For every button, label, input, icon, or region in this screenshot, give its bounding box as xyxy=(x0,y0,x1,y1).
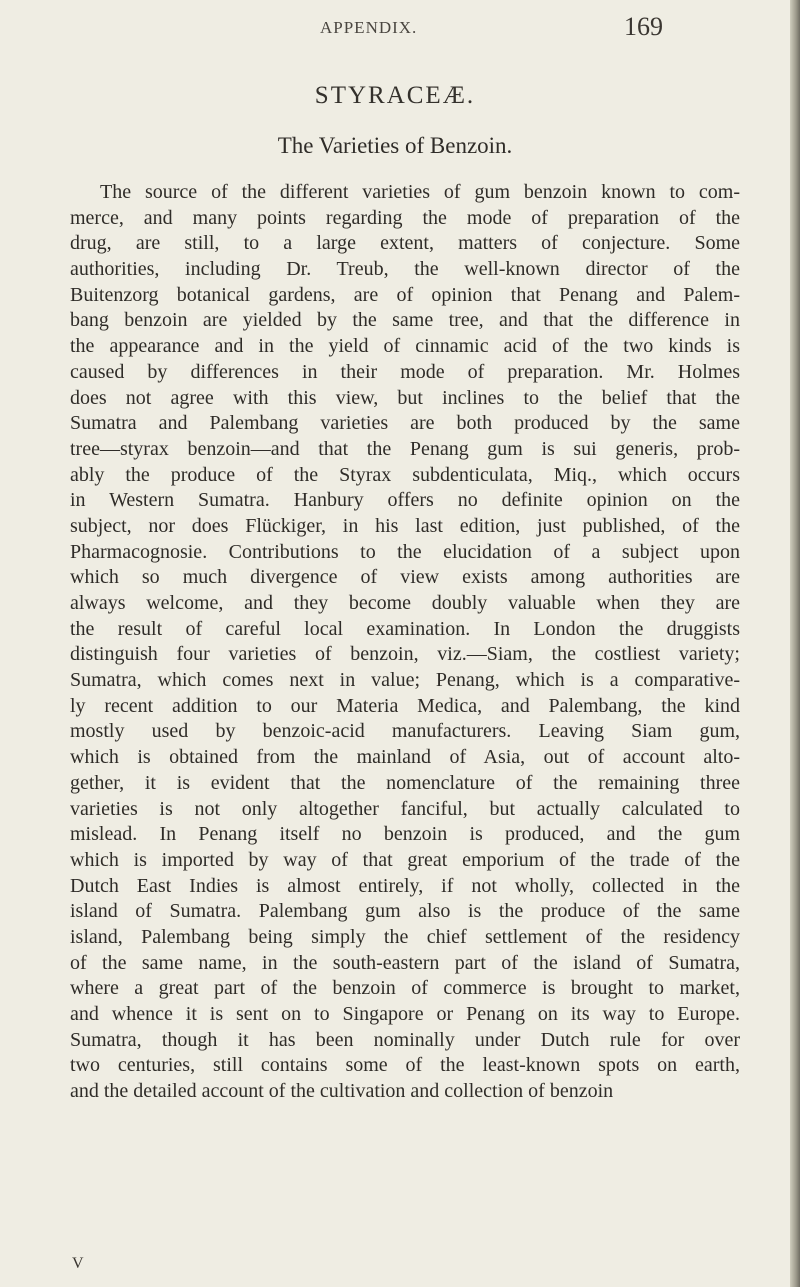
text-line: always welcome, and they become doubly valuable when they are xyxy=(70,592,740,614)
section-title: STYRACEÆ. xyxy=(314,82,476,109)
text-line: The source of the different varieties of gum benzoin known to com- xyxy=(100,181,740,203)
text-line: caused by differences in their mode of preparation. Mr. Holmes xyxy=(70,360,740,383)
text-line: Sumatra and Palembang varieties are both produced by the same xyxy=(70,412,740,435)
text-line: where a great part of the benzoin of commerce is brought to market, xyxy=(70,977,740,1000)
text-line: authorities, including Dr. Treub, the well-known director of the xyxy=(70,258,740,281)
body-paragraph xyxy=(70,180,740,1105)
text-line: Pharmacognosie. Contributions to the elucidation of a subject upon xyxy=(70,540,740,563)
text-line: and whence it is sent on to Singapore or Penang on its way to Europe. xyxy=(70,1003,740,1025)
text-line: Buitenzorg botanical gardens, are of opinion that Penang and Palem- xyxy=(70,283,740,306)
text-line: Dutch East Indies is almost entirely, if not wholly, collected in the xyxy=(70,874,740,897)
page-number: 169 xyxy=(624,12,663,41)
text-line: Sumatra, though it has been nominally under Dutch rule for over xyxy=(70,1028,740,1051)
text-line: two centuries, still contains some of the least-known spots on earth, xyxy=(70,1054,740,1077)
text-line: island, Palembang being simply the chief settlement of the residency xyxy=(70,925,740,948)
text-line: ably the produce of the Styrax subdenticulata, Miq., which occurs xyxy=(70,463,740,486)
text-line: and the detailed account of the cultivation and collection of benzoin xyxy=(70,1080,614,1103)
text-line: Sumatra, which comes next in value; Penang, which is a comparative- xyxy=(70,669,740,692)
text-line: tree—styrax benzoin—and that the Penang gum is sui generis, prob- xyxy=(70,437,740,460)
article-subtitle: The Varieties of Benzoin. xyxy=(277,133,513,158)
text-line: varieties is not only altogether fanciful, but actually calculated to xyxy=(70,797,740,820)
text-line: in Western Sumatra. Hanbury offers no definite opinion on the xyxy=(70,489,740,512)
text-line: of the same name, in the south-eastern part of the island of Sumatra, xyxy=(70,951,740,974)
text-line: which is obtained from the mainland of Asia, out of account alto- xyxy=(70,746,740,769)
text-line: subject, nor does Flückiger, in his last edition, just published, of the xyxy=(70,514,740,537)
text-line: ly recent addition to our Materia Medica, and Palembang, the kind xyxy=(70,694,740,717)
text-line: which so much divergence of view exists among authorities are xyxy=(70,566,740,589)
running-head-title: APPENDIX. xyxy=(320,18,418,37)
text-line: merce, and many points regarding the mode of preparation of the xyxy=(70,206,740,229)
text-line: does not agree with this view, but inclines to the belief that the xyxy=(70,386,740,409)
text-line: gether, it is evident that the nomenclature of the remaining three xyxy=(70,771,740,794)
text-line: distinguish four varieties of benzoin, viz.—Siam, the costliest variety; xyxy=(70,643,740,666)
text-line: mostly used by benzoic-acid manufacturers. Leaving Siam gum, xyxy=(70,720,740,743)
book-spine-shadow xyxy=(790,0,800,1287)
text-line: which is imported by way of that great emporium of the trade of the xyxy=(70,848,740,871)
signature-mark: V xyxy=(72,1255,84,1272)
text-line: bang benzoin are yielded by the same tree, and that the difference in xyxy=(70,309,740,332)
text-line: mislead. In Penang itself no benzoin is produced, and the gum xyxy=(70,823,740,846)
text-line: island of Sumatra. Palembang gum also is the produce of the same xyxy=(70,900,740,923)
text-line: the appearance and in the yield of cinnamic acid of the two kinds is xyxy=(70,335,740,358)
text-line: drug, are still, to a large extent, matters of conjecture. Some xyxy=(70,232,740,255)
text-line: the result of careful local examination. In London the druggists xyxy=(70,617,740,640)
running-head xyxy=(0,12,790,52)
